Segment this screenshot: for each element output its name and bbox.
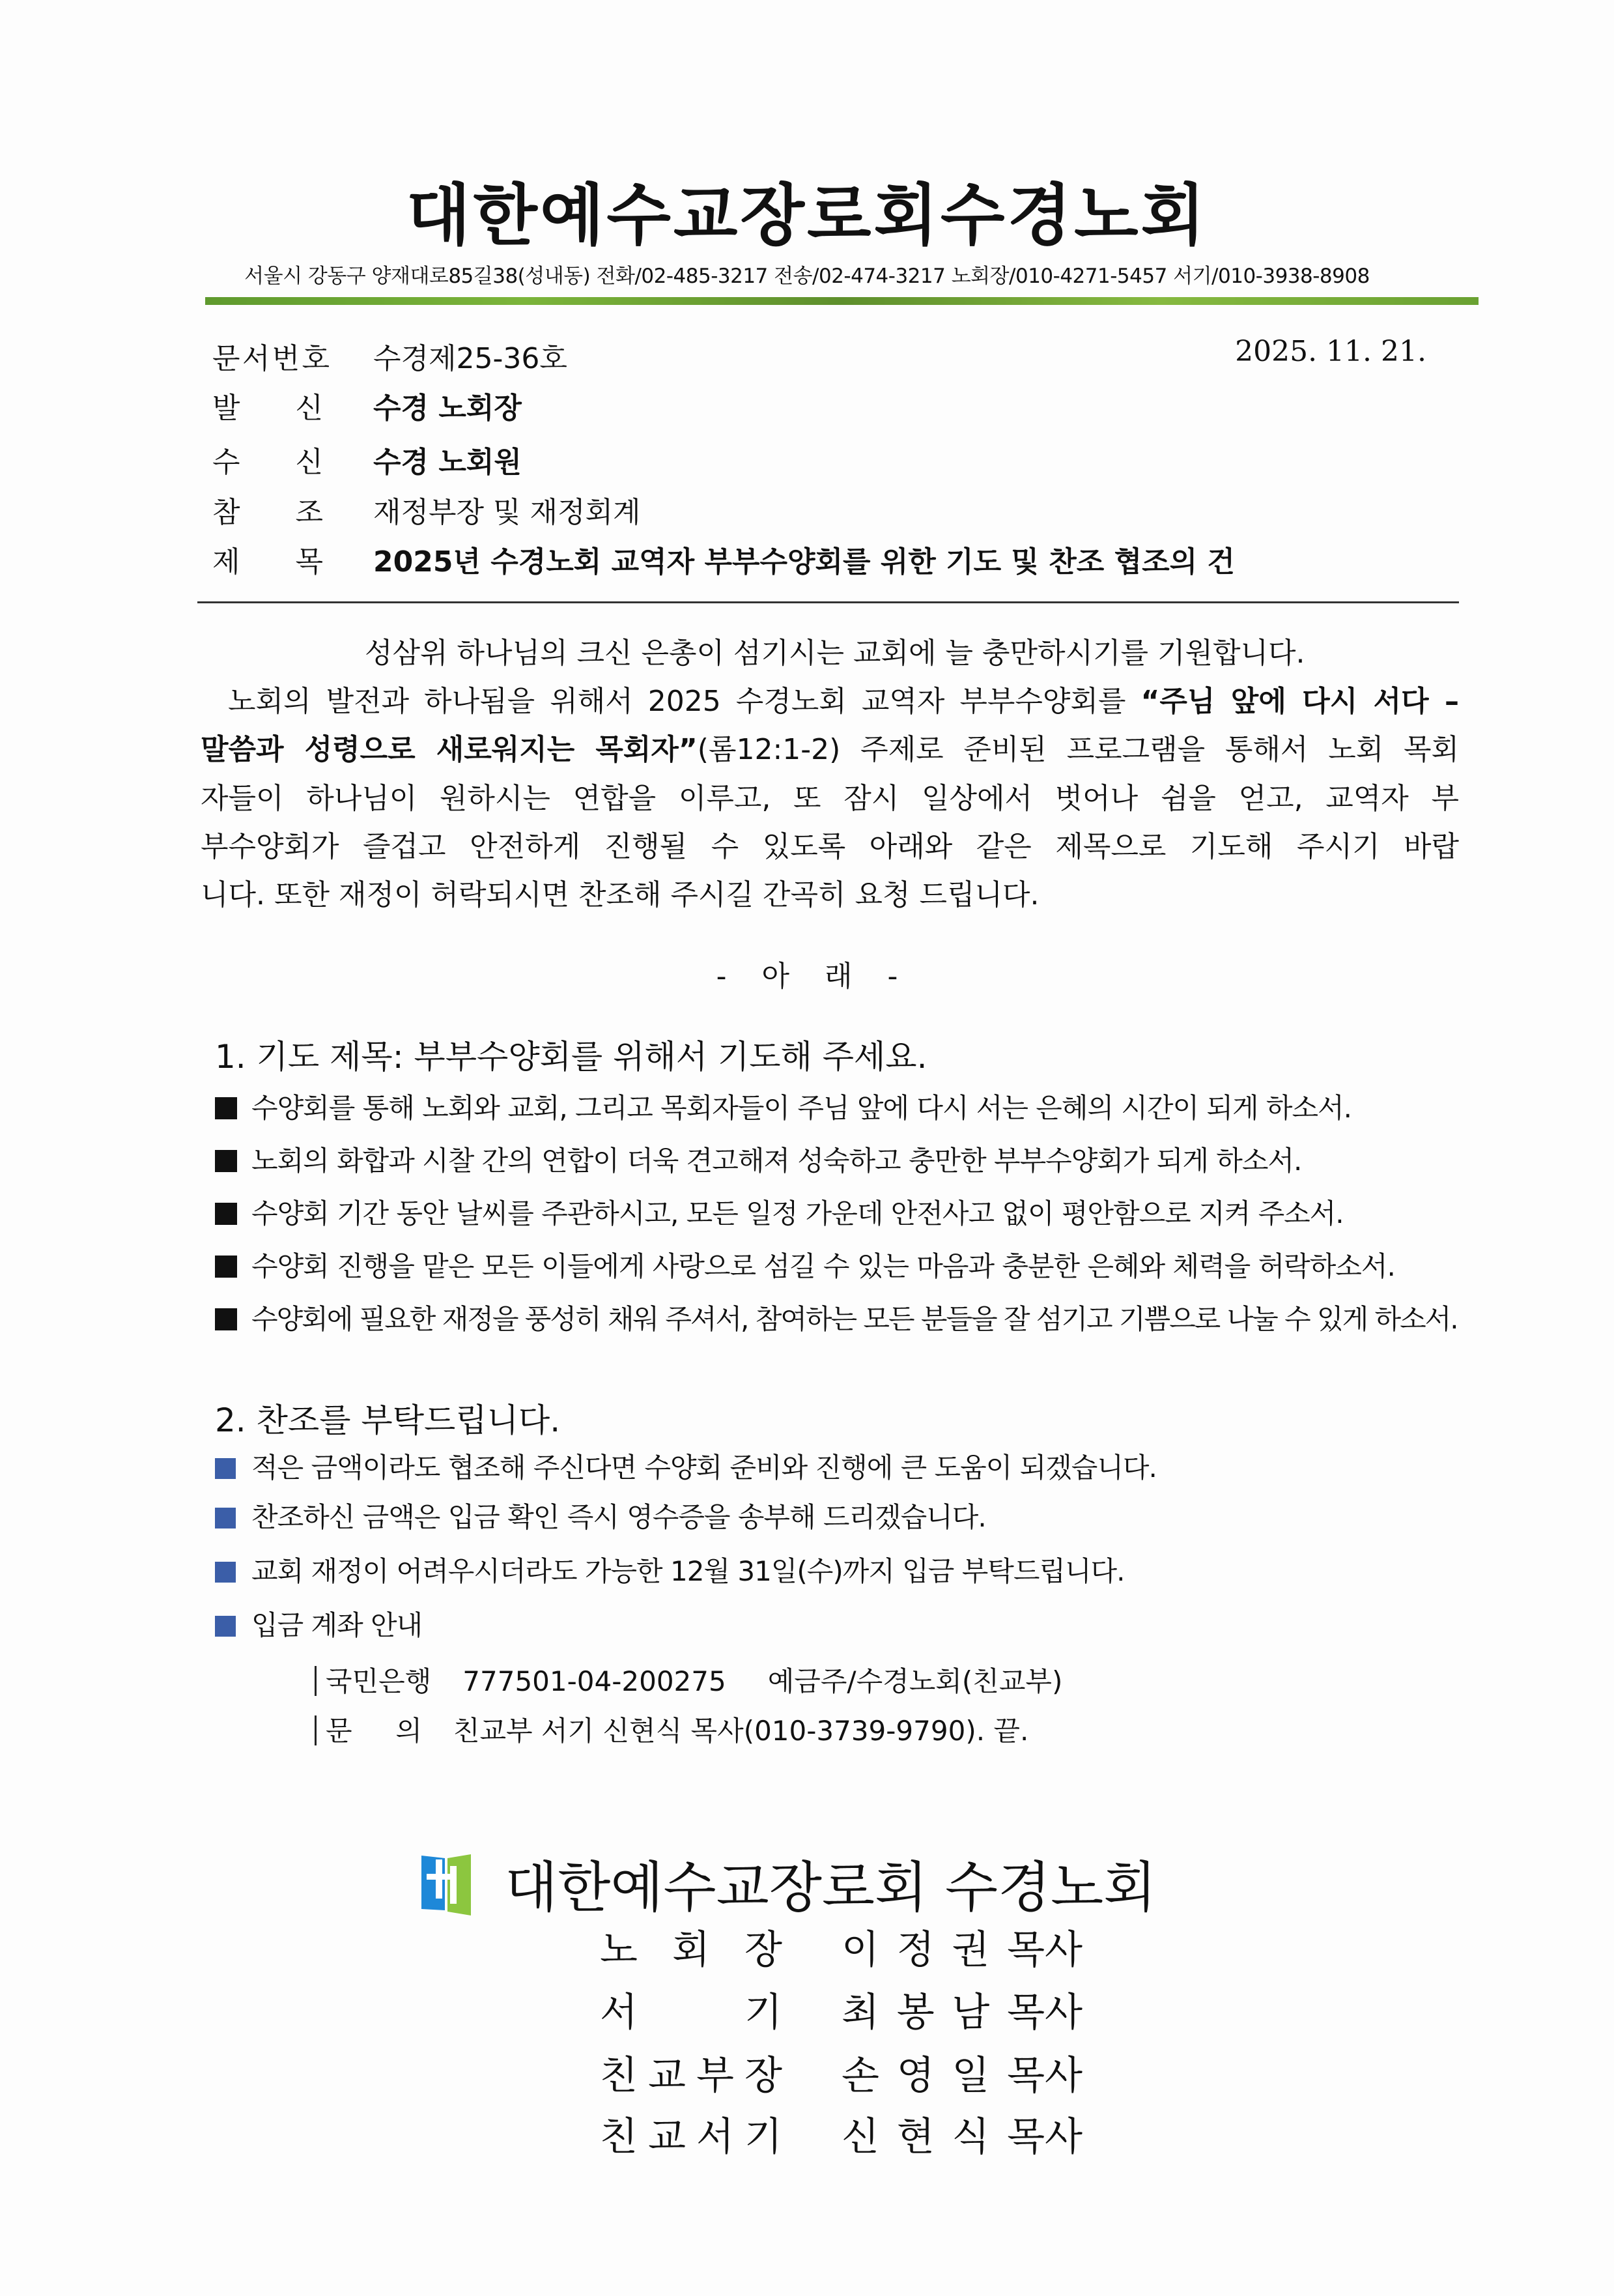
donation-text: 적은 금액이라도 협조해 주신다면 수양회 준비와 진행에 큰 도움이 되겠습니다. xyxy=(251,1452,1157,1484)
name-char: 일 xyxy=(952,2053,990,2099)
sender: 수경 노회장 xyxy=(373,392,522,425)
role-char: 친 xyxy=(600,2053,638,2099)
square-bullet-icon xyxy=(215,1256,237,1278)
prayer-text: 수양회에 필요한 재정을 풍성히 채워 주셔서, 참여하는 모든 분들을 잘 섬기고 기쁨으로 나눌 수 있게 하소서. xyxy=(251,1303,1458,1335)
section-divider-label: - 아 래 - xyxy=(716,960,898,993)
role-char: 서 xyxy=(600,1990,638,2035)
body-line xyxy=(228,678,1459,719)
label-char: 참 xyxy=(212,496,240,529)
meta-sender xyxy=(0,384,1614,423)
officer-row xyxy=(0,1919,1614,1971)
name-char: 봉 xyxy=(896,1990,935,2035)
officer-row xyxy=(0,2106,1614,2158)
cc: 재정부장 및 재정회계 xyxy=(373,496,641,529)
donation-text: 찬조하신 금액은 입금 확인 즉시 영수증을 송부해 드리겠습니다. xyxy=(251,1501,986,1533)
prayer-item xyxy=(215,1140,1301,1179)
letterhead-address: 서울시 강동구 양재대로85길38(성내동) 전화/02-485-3217 전송/02-474-3217 노회장/010-4271-5457 서기/010-3938-8908 xyxy=(244,265,1370,288)
prayer-item xyxy=(215,1087,1352,1126)
label-char: 수 xyxy=(212,446,240,479)
name-char: 식 xyxy=(952,2114,990,2160)
role-char: 교 xyxy=(648,2114,686,2160)
body-line: 니다. 또한 재정이 허락되시면 찬조해 주시길 간곡히 요청 드립니다. xyxy=(201,878,1040,911)
name-char: 남 xyxy=(952,1990,990,2035)
name-char: 영 xyxy=(896,2053,935,2099)
donation-text: 입금 계좌 안내 xyxy=(251,1609,423,1641)
prayer-item xyxy=(215,1192,1344,1231)
meta-receiver xyxy=(0,438,1614,478)
prayer-item xyxy=(215,1245,1395,1284)
inquiry-contact: 친교부 서기 신현식 목사(010-3739-9790). 끝. xyxy=(453,1715,1029,1747)
prayer-item xyxy=(215,1298,1458,1337)
role-char: 교 xyxy=(648,2053,686,2099)
name-char: 현 xyxy=(896,2114,935,2160)
officer-row xyxy=(0,2045,1614,2097)
meta-cc xyxy=(0,489,1614,528)
square-bullet-icon xyxy=(215,1616,236,1637)
body-theme: 말씀과 성령으로 새로워지는 목회자” xyxy=(201,733,698,766)
role-char: 부 xyxy=(696,2053,734,2099)
bank-name: 국민은행 xyxy=(326,1665,432,1697)
title-char: 목사 xyxy=(1007,1927,1083,1973)
square-bullet-icon xyxy=(215,1203,237,1225)
donation-item xyxy=(215,1604,422,1643)
label-char: 번 xyxy=(272,342,300,375)
bar-marker xyxy=(315,1715,317,1745)
role-char: 노 xyxy=(600,1927,638,1973)
name-char: 신 xyxy=(842,2114,879,2160)
letterhead-title: 대한예수교장로회수경노회 xyxy=(406,177,1208,255)
meta-subject xyxy=(0,538,1614,577)
body-line: 부수양회가 즐겁고 안전하게 진행될 수 있도록 아래와 같은 제목으로 기도해 주시기 바랍 xyxy=(201,830,1459,863)
square-bullet-icon xyxy=(215,1097,237,1119)
donation-item xyxy=(215,1550,1124,1589)
doc-date: 2025. 11. 21. xyxy=(1235,335,1426,368)
letterhead-divider xyxy=(205,297,1479,305)
square-bullet-icon xyxy=(215,1150,237,1172)
body-line: 자들이 하나님이 원하시는 연합을 이루고, 또 잠시 일상에서 벗어나 쉼을 얻고, 교역자 부 xyxy=(201,782,1459,815)
body-line xyxy=(201,726,1459,768)
body-greeting: 성삼위 하나님의 크신 은총이 섬기시는 교회에 늘 충만하시기를 기원합니다. xyxy=(365,637,1305,670)
inquiry-line xyxy=(315,1710,1028,1749)
body-theme: “주님 앞에 다시 서다 – xyxy=(1140,685,1459,718)
doc-number: 수경제25-36호 xyxy=(373,342,567,375)
label-char: 호 xyxy=(302,342,330,375)
account-holder: 예금주/수경노회(친교부) xyxy=(767,1665,1063,1697)
role-char: 기 xyxy=(744,1990,782,2035)
prayer-text: 수양회를 통해 노회와 교회, 그리고 목회자들이 주님 앞에 다시 서는 은혜의 시간이 되게 하소서. xyxy=(251,1092,1352,1124)
name-char: 권 xyxy=(952,1927,990,1973)
subject: 2025년 수경노회 교역자 부부수양회를 위한 기도 및 찬조 협조의 건 xyxy=(373,545,1235,579)
label-char: 조 xyxy=(295,496,323,529)
label-char: 서 xyxy=(242,342,270,375)
prayer-text: 노회의 화합과 시찰 간의 연합이 더욱 견고해져 성숙하고 충만한 부부수양회가 되게 하소서. xyxy=(251,1145,1302,1177)
label-char: 신 xyxy=(295,392,323,425)
receiver: 수경 노회원 xyxy=(373,446,522,479)
section1-heading: 1. 기도 제목: 부부수양회를 위해서 기도해 주세요. xyxy=(215,1038,927,1076)
prayer-text: 수양회 기간 동안 날씨를 주관하시고, 모든 일정 가운데 안전사고 없이 평안함으로 지켜 주소서. xyxy=(251,1198,1344,1229)
label-char: 문 xyxy=(212,342,240,375)
role-char: 친 xyxy=(600,2114,638,2160)
bar-marker xyxy=(315,1666,317,1696)
label-char: 발 xyxy=(212,392,240,425)
square-bullet-icon xyxy=(215,1458,236,1479)
account-line xyxy=(315,1660,1062,1699)
name-char: 손 xyxy=(842,2053,879,2099)
donation-text: 교회 재정이 어려우시더라도 가능한 12월 31일(수)까지 입금 부탁드립니다. xyxy=(251,1555,1125,1587)
body-text: 노회의 발전과 하나됨을 위해서 2025 수경노회 교역자 부부수양회를 xyxy=(228,685,1141,718)
prayer-text: 수양회 진행을 맡은 모든 이들에게 사랑으로 섬길 수 있는 마음과 충분한 은혜와 체력을 허락하소서. xyxy=(251,1250,1395,1282)
body-text: (롬12:1-2) 주제로 준비된 프로그램을 통해서 노회 목회 xyxy=(697,733,1459,766)
presbytery-logo xyxy=(420,1852,472,1918)
label-char: 제 xyxy=(212,545,240,579)
square-bullet-icon xyxy=(215,1562,236,1583)
donation-item xyxy=(215,1446,1157,1485)
footer-org-name: 대한예수교장로회 수경노회 xyxy=(505,1856,1157,1919)
inquiry-label: 문 의 xyxy=(326,1715,422,1747)
role-char: 서 xyxy=(696,2114,734,2160)
role-char: 회 xyxy=(672,1927,710,1973)
title-char: 목사 xyxy=(1007,2053,1083,2099)
name-char: 최 xyxy=(842,1990,879,2035)
donation-item xyxy=(215,1496,986,1535)
name-char: 정 xyxy=(896,1927,935,1973)
header-rule xyxy=(197,601,1459,603)
role-char: 기 xyxy=(744,2114,782,2160)
account-number: 777501-04-200275 xyxy=(462,1665,726,1697)
label-char: 신 xyxy=(295,446,323,479)
square-bullet-icon xyxy=(215,1308,237,1330)
name-char: 이 xyxy=(842,1927,879,1973)
square-bullet-icon xyxy=(215,1508,236,1528)
title-char: 목사 xyxy=(1007,1990,1083,2035)
title-char: 목사 xyxy=(1007,2114,1083,2160)
officer-row xyxy=(0,1981,1614,2033)
role-char: 장 xyxy=(744,2053,782,2099)
section2-heading: 2. 찬조를 부탁드립니다. xyxy=(215,1401,561,1439)
label-char: 목 xyxy=(295,545,323,579)
role-char: 장 xyxy=(744,1927,782,1973)
